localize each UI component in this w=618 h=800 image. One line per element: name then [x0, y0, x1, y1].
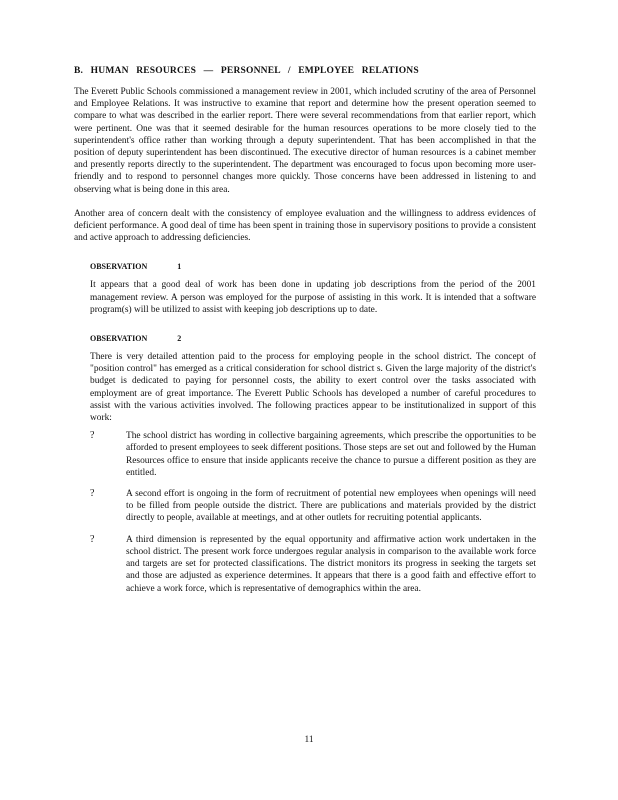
list-item-text: A third dimension is represented by the equal opportunity and affirmative action work undertaken in the school district. The present work force undergoes regular analysis in comparison to the available work force and targets are set for protected classifications. The district monitors its progress in seeking the targets set and those are adjusted as experience determines. It appears that there is a good faith and effective effort to achieve a work force, which is representative of demographics within the area. [126, 534, 536, 594]
observation-2-number: 2 [177, 334, 182, 344]
intro-paragraph-2: Another area of concern dealt with the consistency of employee evaluation and the willingness to address evidences of deficient performance. A good deal of time has been spent in training those in supervisory positions to provide a consistent and active approach to addressing deficiencies. [74, 208, 536, 244]
observation-1-text: It appears that a good deal of work has been done in updating job descriptions from the period of the 2001 management review. A person was employed for the purpose of assisting in this work. It is intended that a software program(s) will be utilized to assist with keeping job descriptions up to date. [90, 280, 536, 315]
list-item-text: The school district has wording in collective bargaining agreements, which prescribe the opportunities to be afforded to present employees to seek different positions. Those steps are set out and followed by the Human Resources office to ensure that inside applicants receive the chance to pursue a different position as they are entitled. [126, 431, 536, 478]
observation-2-title [90, 334, 536, 343]
observation-2-text: There is very detailed attention paid to the process for employing people in the school district. The concept of "position control" has emerged as a critical consideration for school district s. Given the large majority of the district's budget is dedicated to paying for personnel costs, the ability to exert control over the tasks associated with employment are of great importance. The Everett Public Schools has developed a number of careful procedures to assist with the various activities involved. The following practices appear to be institutionalized in support of this work: [90, 352, 536, 424]
bullet-marker: ? [90, 533, 95, 545]
section-heading: B. HUMAN RESOURCES — PERSONNEL / EMPLOYEE RELATIONS [74, 66, 419, 76]
observation-1-number: 1 [177, 262, 182, 272]
list-item [74, 534, 536, 595]
observation-1-title [90, 262, 536, 271]
page-number: 11 [304, 735, 314, 745]
observation-1-label: OBSERVATION [90, 262, 148, 272]
bullet-marker: ? [90, 430, 95, 442]
list-item [74, 430, 536, 479]
list-item [74, 488, 536, 525]
list-item-text: A second effort is ongoing in the form of recruitment of potential new employees when openings will need to be filled from people outside the district. There are publications and materials provided by the district directly to people, available at meetings, and at other outlets for recruiting potential applicants. [126, 489, 536, 524]
observation-2-label: OBSERVATION [90, 334, 148, 344]
bullet-marker: ? [90, 488, 95, 500]
intro-paragraph-1: The Everett Public Schools commissioned a management review in 2001, which included scrutiny of the area of Personnel and Employee Relations. It was instructive to examine that report and determine how the present operation seemed to compare to what was described in the earlier report. There were several recommendations from that earlier report, which were pertinent. One was that it seemed desirable for the human resources operations to be more closely tied to the superintendent's office rather than working through a deputy superintendent. That has been accomplished in that the position of deputy superintendent has been discontinued. The executive director of human resources is a cabinet member and presently reports directly to the superintendent. The department was encouraged to focus upon becoming more user-friendly and to respond to personnel changes more quickly. Those concerns have been addressed in listening to and observing what is being done in this area. [74, 87, 536, 195]
practices-list [74, 430, 536, 594]
